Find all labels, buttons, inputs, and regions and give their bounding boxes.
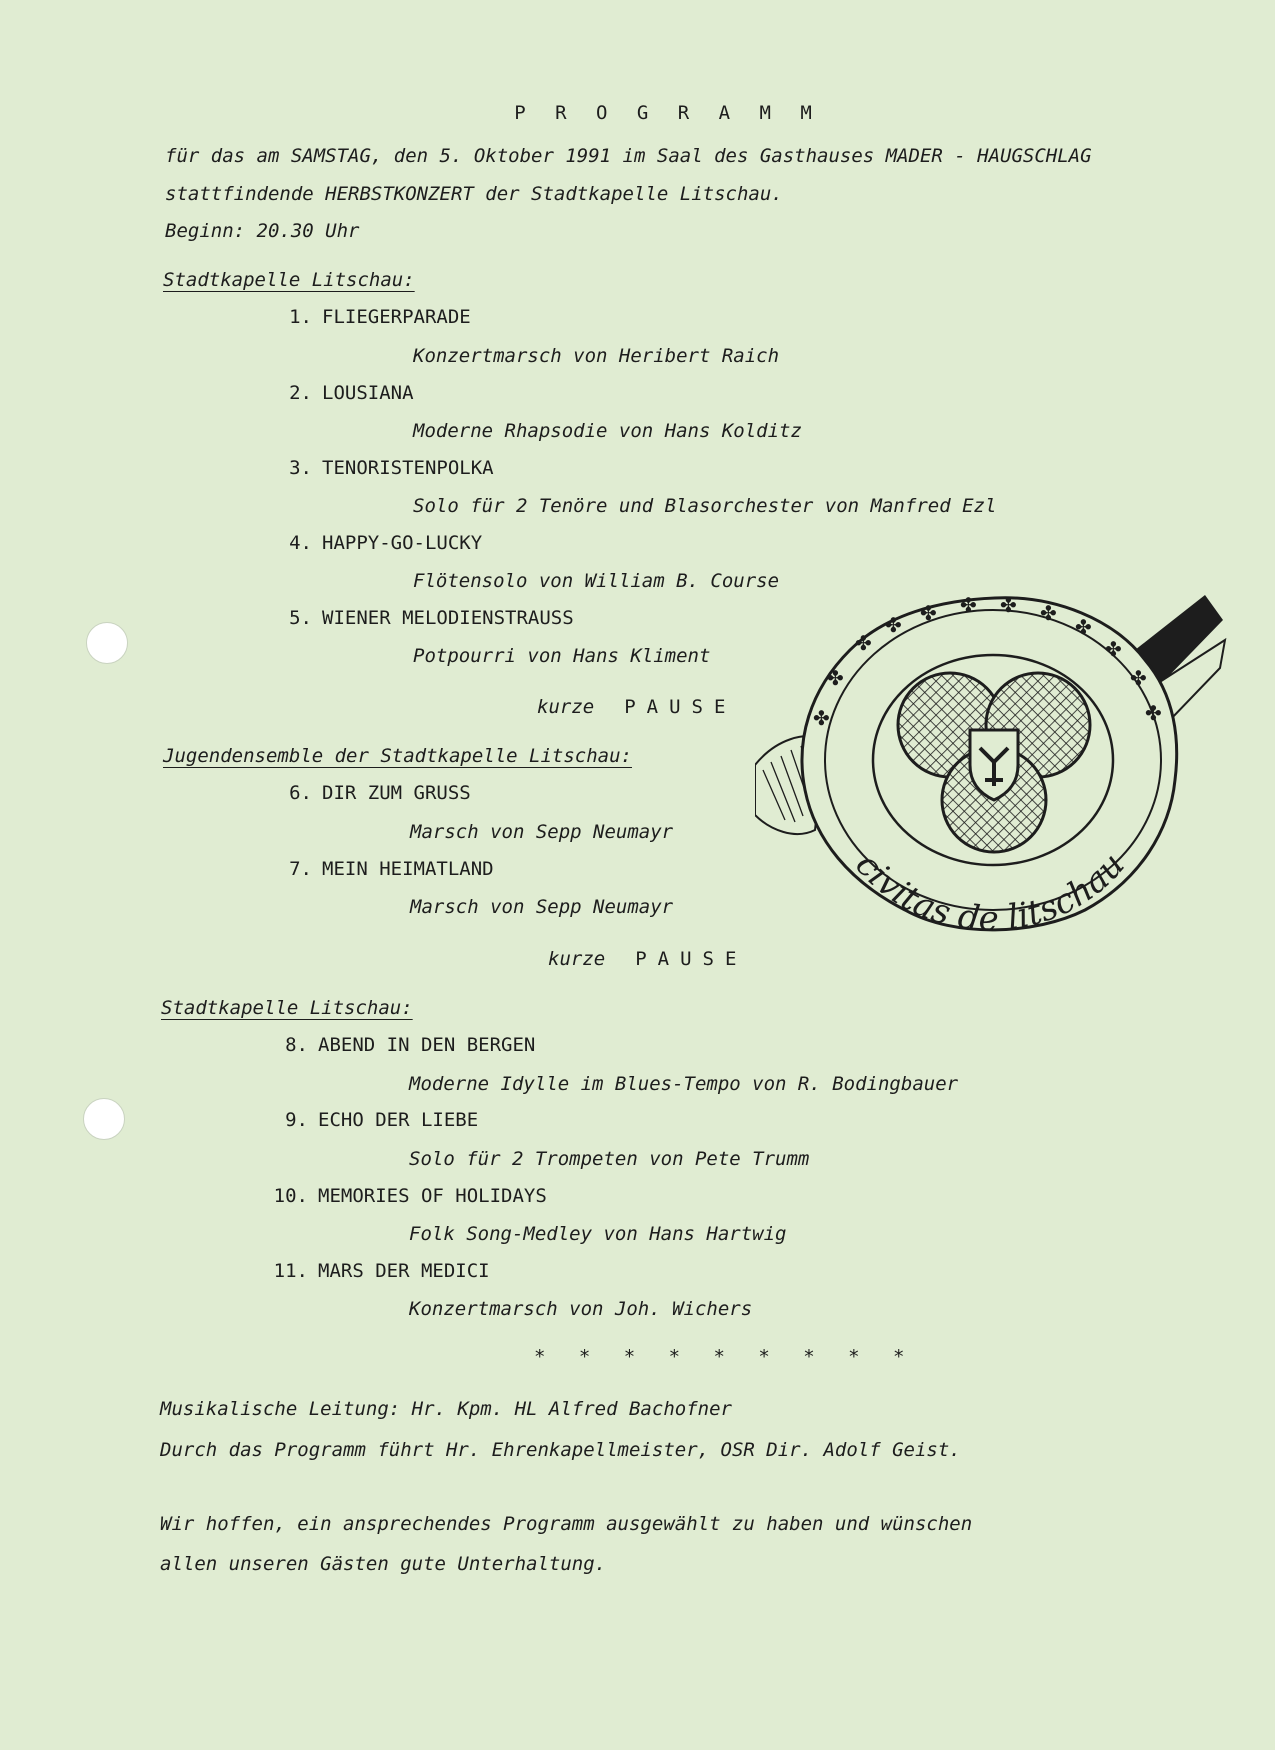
item-title: FLIEGERPARADE [322,306,471,328]
item-title: TENORISTENPOLKA [322,457,494,479]
item-number: 2. [289,382,312,404]
credit-line-1: Musikalische Leitung: Hr. Kpm. HL Alfred Bachofner [160,1398,732,1420]
item-number: 5. [289,607,312,629]
svg-text:✤: ✤ [1145,701,1162,725]
item-detail: Konzertmarsch von Joh. Wichers [409,1298,753,1320]
section-heading: Stadtkapelle Litschau: [163,269,415,291]
item-detail: Moderne Idylle im Blues-Tempo von R. Bodingbauer [409,1073,959,1095]
item-number: 9. [285,1109,308,1131]
closing-line-1: Wir hoffen, ein ansprechendes Programm ausgewählt zu haben und wünschen [160,1513,973,1535]
program-item [274,306,471,328]
separator-stars: * * * * * * * * * [534,1346,916,1368]
town-seal-icon [755,590,1235,945]
svg-text:✤: ✤ [827,666,844,690]
program-item [274,782,471,804]
item-number: 8. [285,1034,308,1056]
svg-text:✤: ✤ [1105,637,1122,661]
closing-line-2: allen unseren Gästen gute Unterhaltung. [160,1553,607,1575]
item-title: MEMORIES OF HOLIDAYS [318,1185,547,1207]
svg-text:✤: ✤ [1040,601,1057,625]
item-title: ECHO DER LIEBE [318,1109,479,1131]
punch-hole-top [86,622,128,664]
intro-line-1: für das am SAMSTAG, den 5. Oktober 1991 im Saal des Gasthauses MADER - HAUGSCHLAG [165,145,1092,167]
pause-label: PAUSE [635,948,748,970]
item-number: 10. [273,1185,308,1207]
item-number: 3. [289,457,312,479]
program-item [274,607,574,629]
pause-word: kurze [537,696,595,718]
item-detail: Folk Song-Medley von Hans Hartwig [409,1223,787,1245]
intro-line-2: stattfindende HERBSTKONZERT der Stadtkapelle Litschau. [165,183,783,205]
program-item [270,1034,535,1056]
item-title: ABEND IN DEN BERGEN [318,1034,536,1056]
seal-inscription: civitas de litschau [847,845,1133,940]
program-item [270,1260,490,1282]
program-item [270,1185,547,1207]
pause-line [548,948,747,970]
program-item [274,858,494,880]
item-detail: Marsch von Sepp Neumayr [410,821,674,843]
item-title: MARS DER MEDICI [318,1260,490,1282]
svg-text:✤: ✤ [960,593,977,617]
svg-text:✤: ✤ [855,631,872,655]
item-number: 4. [289,532,312,554]
item-number: 11. [273,1260,308,1282]
item-number: 6. [289,782,312,804]
item-detail: Konzertmarsch von Heribert Raich [413,345,780,367]
program-item [270,1109,478,1131]
item-detail: Marsch von Sepp Neumayr [410,896,674,918]
item-title: DIR ZUM GRUSS [322,782,471,804]
item-detail: Solo für 2 Tenöre und Blasorchester von Manfred Ezl [413,495,997,517]
pause-label: PAUSE [624,696,737,718]
item-title: HAPPY-GO-LUCKY [322,532,483,554]
pause-word: kurze [548,948,606,970]
program-item [274,457,494,479]
svg-text:✤: ✤ [813,706,830,730]
item-detail: Moderne Rhapsodie von Hans Kolditz [413,420,802,442]
svg-text:✤: ✤ [1130,666,1147,690]
pause-line [537,696,736,718]
credit-line-2: Durch das Programm führt Hr. Ehrenkapellmeister, OSR Dir. Adolf Geist. [160,1439,961,1461]
program-item [274,382,414,404]
item-title: MEIN HEIMATLAND [322,858,494,880]
svg-text:✤: ✤ [1075,615,1092,639]
program-item [274,532,482,554]
program-title: P R O G R A M M [514,102,821,124]
svg-text:✤: ✤ [920,601,937,625]
item-detail: Flötensolo von William B. Course [413,570,780,592]
punch-hole-bottom [83,1098,125,1140]
section-heading: Stadtkapelle Litschau: [161,997,413,1019]
item-title: WIENER MELODIENSTRAUSS [322,607,574,629]
item-detail: Potpourri von Hans Kliment [413,645,711,667]
item-title: LOUSIANA [322,382,414,404]
item-detail: Solo für 2 Trompeten von Pete Trumm [409,1148,810,1170]
intro-line-3: Beginn: 20.30 Uhr [165,220,360,242]
section-heading: Jugendensemble der Stadtkapelle Litschau: [163,745,632,767]
item-number: 1. [289,306,312,328]
svg-text:✤: ✤ [885,613,902,637]
svg-text:✤: ✤ [1000,593,1017,617]
item-number: 7. [289,858,312,880]
